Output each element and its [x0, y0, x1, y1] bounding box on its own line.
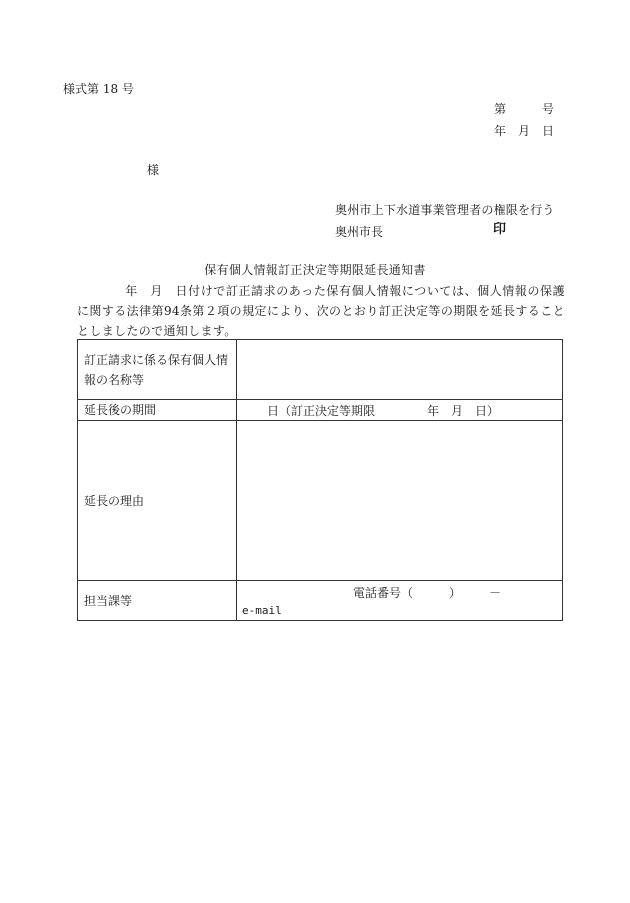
phone-dash: － — [489, 586, 502, 600]
extension-reason-label: 延長の理由 — [78, 421, 237, 581]
issuer-name: 奥州市長 — [335, 225, 384, 239]
extended-period-value — [237, 400, 563, 421]
table-row — [78, 421, 563, 581]
department-contact — [237, 581, 563, 621]
table-row — [78, 400, 563, 421]
document-date: 年 月 日 — [494, 124, 555, 138]
seal-mark: 印 — [493, 222, 507, 237]
form-number: 様式第 18 号 — [63, 82, 134, 96]
period-days: 日（訂正決定等期限 — [267, 404, 376, 418]
extension-reason-value — [237, 421, 563, 581]
table-row — [78, 581, 563, 621]
issuer-title: 奥州市上下水道事業管理者の権限を行う — [335, 203, 555, 217]
recipient: 様 — [147, 163, 160, 177]
info-name-label: 訂正請求に係る保有個人情報の名称等 — [78, 340, 237, 400]
info-name-value — [237, 340, 563, 400]
notice-body — [77, 281, 565, 341]
table-row — [78, 340, 563, 400]
email-label: e-mail — [242, 604, 282, 617]
phone-number: 電話番号（ ） — [353, 586, 462, 600]
extended-period-label: 延長後の期間 — [78, 400, 237, 421]
document-title: 保有個人情報訂正決定等期限延長通知書 — [204, 263, 426, 277]
department-label: 担当課等 — [78, 581, 237, 621]
notice-body-text: 年 月 日付けで訂正請求のあった保有個人情報については、個人情報の保護に関する法律第94条第２項の規定により、次のとおり訂正決定等の期限を延長することとしましたので通知します。 — [77, 284, 565, 338]
notice-table — [77, 339, 563, 621]
document-number: 第 号 — [494, 102, 555, 116]
period-deadline: 年 月 日） — [427, 404, 500, 418]
